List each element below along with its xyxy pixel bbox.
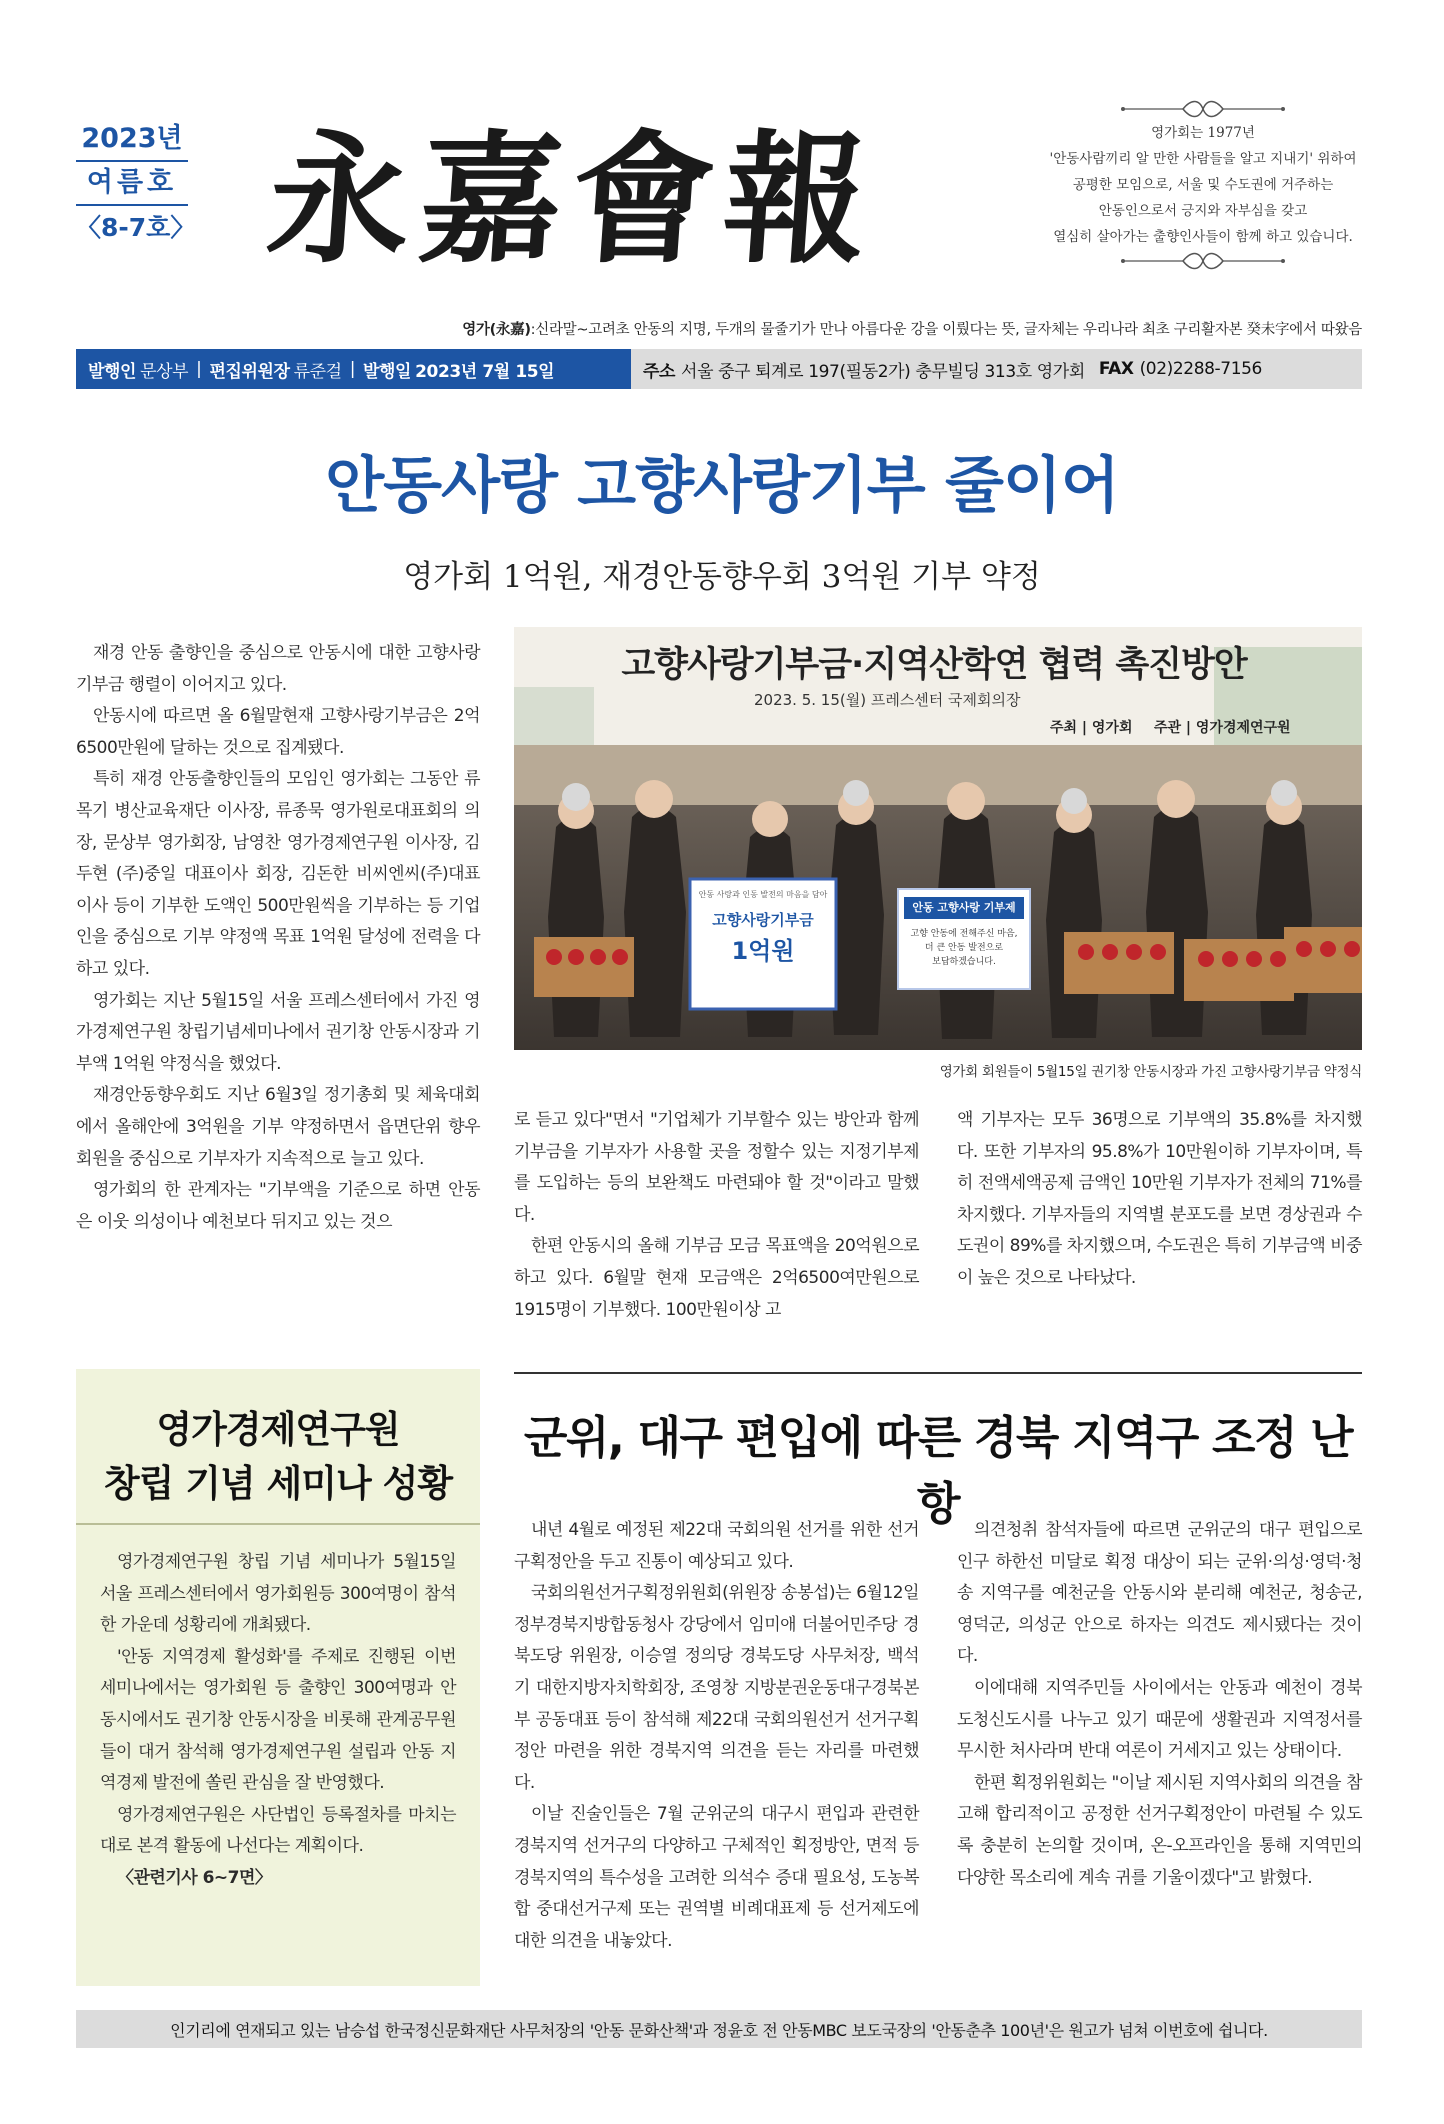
- photo-caption: 영가회 회원들이 5월15일 권기창 안동시장과 가진 고향사랑기부금 약정식: [939, 1064, 1362, 1080]
- main-article-column-2: [514, 1105, 919, 1326]
- sidebar-divider: [76, 1523, 480, 1525]
- article-paragraph: 의견청취 참석자들에 따르면 군위군의 대구 편입으로 인구 하한선 미달로 획정 대상이 되는 군위·의성·영덕·청송 지역구를 예천군을 안동시와 분리해 예천군, 청송군, 영덕군, 의성군 안으로 하자는 의견도 제시됐다는 것이다.: [957, 1520, 1362, 1667]
- article-paragraph: 국회의원선거구획정위원회(위원장 송봉섭)는 6월12일 정부경북지방합동청사 강당에서 임미애 더불어민주당 경북도당 위원장, 이승열 정의당 경북도당 사무처장, 백석기 대한지방자치학회장, 조영창 지방분권운동대구경북본부 공동대표 등이 참석해 제22대 국회의원선거 선거구획정안 마련을 위한 경북지역 의견을 듣는 자리를 마련했다.: [514, 1583, 919, 1793]
- sidebar-paragraph: '안동 지역경제 활성화'를 주제로 진행된 이번 세미나에서는 영가회원 등 출향인 300여명과 안동시에서도 권기창 안동시장을 비롯해 관계공무원들이 대거 참석해 영가경제연구원 설립과 안동 지역경제 발전에 쏠린 관심을 잘 반영했다.: [100, 1646, 456, 1794]
- sidebar-paragraph: 영가경제연구원은 사단법인 등록절차를 마치는 대로 본격 활동에 나선다는 계획이다.: [100, 1804, 456, 1857]
- publisher-label: 발행인: [88, 361, 137, 382]
- sidebar-body: [100, 1547, 456, 1895]
- article-paragraph: 영가회는 지난 5월15일 서울 프레스센터에서 가진 영가경제연구원 창립기념세미나에서 권기창 안동시장과 기부액 1억원 약정식을 했었다.: [76, 990, 480, 1074]
- article-paragraph: 안동시에 따르면 올 6월말현재 고향사랑기부금은 2억6500만원에 달하는 것으로 집계됐다.: [76, 706, 480, 758]
- photo-banner-host: 주최 | 영가회: [1050, 720, 1133, 736]
- article-paragraph: 재경안동향우회도 지난 6월3일 정기총회 및 체육대회에서 올해안에 3억원을 기부 약정하면서 읍면단위 향우회원을 중심으로 기부자가 지속적으로 늘고 있다.: [76, 1085, 480, 1169]
- board2-line: 더 큰 안동 발전으로: [924, 943, 1004, 953]
- publisher-name: 문상부: [140, 361, 189, 382]
- related-articles-note: 〈관련기사 6~7면〉: [117, 1867, 272, 1888]
- board-amount: 1억원: [731, 937, 795, 965]
- board2-title: 안동 고향사랑 기부제: [912, 901, 1016, 914]
- board2-line: 보답하겠습니다.: [932, 957, 996, 967]
- ornament-top-icon: [1038, 98, 1368, 120]
- sidebar-title-line: 창립 기념 세미나 성황: [103, 1462, 453, 1505]
- article-paragraph: 이날 진술인들은 7월 군위군의 대구시 편입과 관련한 경북지역 선거구의 다양하고 구체적인 획정방안, 면적 등 경북지역의 특수성을 고려한 의석수 증대 필요성, 도농복합 중대선거구제 또는 권역별 비례대표제 등 선거제도에 대한 의견을 내놓았다.: [514, 1804, 919, 1951]
- main-headline: 안동사랑 고향사랑기부 줄이어: [325, 450, 1119, 521]
- editor-name: 류준걸: [293, 361, 342, 382]
- sidebar-title: [76, 1403, 480, 1511]
- article-paragraph: 액 기부자는 모두 36명으로 기부액의 35.8%를 차지했다. 또한 기부자의 95.8%가 10만원이하 기부자이며, 특히 전액세액공제 금액인 10만원 기부자가 전체의 71%를 차지했다. 기부자들의 지역별 분포도를 보면 경상권과 수도권이 89%를 차지했으며, 수도권은 특히 기부금액 비중이 높은 것으로 나타났다.: [957, 1110, 1362, 1288]
- ornament-bottom-icon: [1038, 250, 1368, 272]
- publisher-info: [76, 349, 631, 389]
- board2-text: [900, 927, 1028, 969]
- second-article-column-2: [957, 1515, 1362, 1894]
- article-paragraph: 이에대해 지역주민들 사이에서는 안동과 예천이 경북도청신도시를 나누고 있기 때문에 생활권과 지역정서를 무시한 처사라며 반대 여론이 거세지고 있는 상태이다.: [957, 1677, 1362, 1762]
- fax-label: FAX: [1098, 359, 1134, 379]
- photo-banner-date: 2023. 5. 15(월) 프레스센터 국제회의장: [754, 691, 1021, 709]
- separator: |: [349, 359, 356, 379]
- article-paragraph: 한편 안동시의 올해 기부금 모금 목표액을 20억원으로 하고 있다. 6월말 현재 모금액은 2억6500여만원으로 1915명이 기부했다. 100만원이상 고: [514, 1236, 919, 1320]
- etymology-text: :신라말~고려초 안동의 지명, 두개의 물줄기가 만나 아름다운 강을 이뤘다는 뜻, 글자체는 우리나라 최초 구리활자본 癸未字에서 따왔음: [530, 322, 1362, 338]
- seminar-sidebar: [76, 1369, 480, 1986]
- etymology-term: 영가(永嘉): [462, 322, 531, 338]
- board2-line: 고향 안동에 전해주신 마음,: [910, 929, 1018, 939]
- main-article-column-3: [957, 1105, 1362, 1295]
- date-label: 발행일: [363, 361, 412, 382]
- section-divider: [514, 1372, 1362, 1374]
- sidebar-title-line: 영가경제연구원: [156, 1408, 400, 1451]
- edition-info: [76, 118, 196, 250]
- editor-label: 편집위원장: [209, 361, 290, 382]
- article-paragraph: 특히 재경 안동출향인들의 모임인 영가회는 그동안 류목기 병산교육재단 이사장, 류종묵 영가원로대표회의 의장, 문상부 영가회장, 남영찬 영가경제연구원 이사장, 김두현 (주)중일 대표이사 회장, 김돈한 비씨엔씨(주)대표이사 등이 기부한 도액인 500만원씩을 기부하는 등 기업인을 중심으로 기부 약정액 목표 1억원 달성에 전력을 다하고 있다.: [76, 769, 480, 979]
- photo-banner-organizer: 주관 | 영가경제연구원: [1154, 720, 1291, 736]
- fax-number: (02)2288-7156: [1139, 359, 1262, 379]
- article-paragraph: 영가회의 한 관계자는 "기부액을 기준으로 하면 안동은 이웃 의성이나 예천보다 뒤지고 있는 것으: [76, 1180, 480, 1232]
- address-info: [631, 349, 1362, 389]
- article-paragraph: 재경 안동 출향인을 중심으로 안동시에 대한 고향사랑기부금 행렬이 이어지고 있다.: [76, 643, 480, 695]
- ceremony-photo: [514, 627, 1362, 1050]
- edition-year: 2023년: [76, 118, 188, 162]
- edition-issue-number: 〈8-7호〉: [76, 213, 196, 242]
- main-subheadline: 영가회 1억원, 재경안동향우회 3억원 기부 약정: [403, 559, 1041, 595]
- second-headline: 군위, 대구 편입에 따른 경북 지역구 조정 난항: [523, 1411, 1353, 1530]
- address-label: 주소: [643, 361, 676, 382]
- main-article-column-1: [76, 638, 480, 1238]
- motto-line: 안동인으로서 긍지와 자부심을 갖고: [1098, 203, 1308, 219]
- title-etymology: [462, 318, 1362, 339]
- second-article-column-1: [514, 1515, 919, 1957]
- motto-line: 공평한 모임으로, 서울 및 수도권에 거주하는: [1072, 177, 1334, 193]
- photo-banner-title: 고향사랑기부금·지역산학연 협력 촉진방안: [621, 645, 1247, 685]
- board-caption: 안동 사랑과 인동 발전의 마음을 담아: [698, 890, 828, 899]
- address: 서울 중구 퇴계로 197(필동2가) 충무빌딩 313호 영가회: [681, 361, 1085, 382]
- footer-notice: 인기리에 연재되고 있는 남승섭 한국정신문화재단 사무처장의 '안동 문화산책'과 정윤호 전 안동MBC 보도국장의 '안동춘추 100년'은 원고가 넘쳐 이번호에 쉽니다.: [76, 2010, 1362, 2048]
- article-paragraph: 로 듣고 있다"면서 "기업체가 기부할수 있는 방안과 함께 기부금을 기부자가 사용할 곳을 정할수 있는 지정기부제를 도입하는 등의 보완책도 마련돼야 할 것"이라고 말했다.: [514, 1110, 919, 1225]
- sidebar-paragraph: 영가경제연구원 창립 기념 세미나가 5월15일 서울 프레스센터에서 영가회원등 300여명이 참석한 가운데 성황리에 개최됐다.: [100, 1552, 456, 1636]
- motto-box: [1038, 98, 1368, 283]
- motto-line: '안동사람끼리 알 만한 사람들을 알고 지내기' 위하여: [1049, 151, 1357, 167]
- article-paragraph: 한편 획정위원회는 "이날 제시된 지역사회의 의견을 참고해 합리적이고 공정한 선거구획정안이 마련될 수 있도록 충분히 논의할 것이며, 온-오프라인을 통해 지역민의 다양한 목소리에 계속 귀를 기울이겠다"고 밝혔다.: [957, 1772, 1362, 1888]
- board-title: 고향사랑기부금: [712, 911, 814, 929]
- publish-date: 2023년 7월 15일: [415, 361, 555, 382]
- article-paragraph: 내년 4월로 예정된 제22대 국회의원 선거를 위한 선거구획정안을 두고 진통이 예상되고 있다.: [514, 1520, 919, 1572]
- motto-line: 영가회는 1977년: [1151, 125, 1255, 141]
- newspaper-title: 永嘉會報: [262, 117, 882, 283]
- edition-season: 여름호: [76, 162, 188, 206]
- separator: |: [196, 359, 202, 379]
- motto-line: 열심히 살아가는 출향인사들이 함께 하고 있습니다.: [1053, 229, 1353, 245]
- publication-info-bar: [76, 349, 1362, 389]
